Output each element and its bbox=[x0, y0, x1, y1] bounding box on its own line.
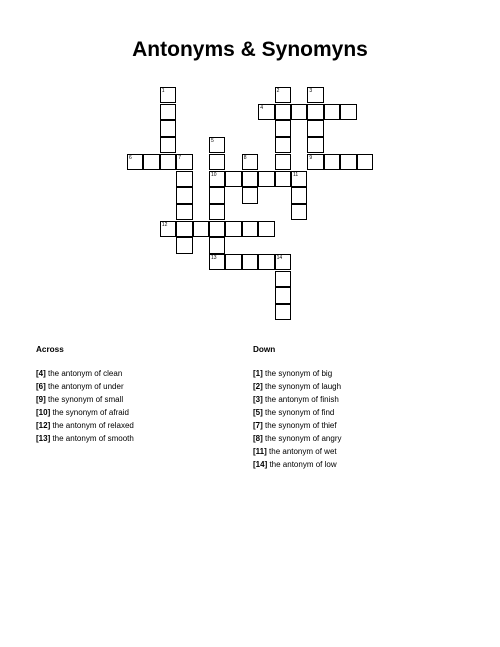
grid-cell[interactable] bbox=[291, 104, 307, 120]
clue-text: the antonym of low bbox=[267, 460, 337, 469]
grid-cell[interactable] bbox=[291, 171, 307, 187]
grid-cell[interactable] bbox=[258, 254, 274, 270]
cell-number: 4 bbox=[260, 104, 263, 111]
cell-number: 14 bbox=[276, 255, 283, 261]
grid-cell[interactable] bbox=[160, 87, 176, 103]
grid-cell[interactable] bbox=[143, 154, 159, 170]
down-clue-list bbox=[253, 367, 342, 471]
clue-number: [10] bbox=[36, 408, 51, 417]
grid-cell[interactable] bbox=[258, 171, 274, 187]
clue-number: [12] bbox=[36, 421, 51, 430]
clue-text: the antonym of finish bbox=[262, 395, 339, 404]
clue-text: the antonym of wet bbox=[266, 447, 337, 456]
cell-number: 9 bbox=[309, 154, 313, 161]
down-heading: Down bbox=[253, 345, 276, 354]
clue-item bbox=[36, 432, 134, 445]
clue-item bbox=[36, 406, 134, 419]
grid-cell[interactable] bbox=[275, 87, 291, 103]
grid-cell[interactable] bbox=[225, 254, 241, 270]
grid-cell[interactable] bbox=[340, 104, 356, 120]
clue-number: [8] bbox=[253, 434, 263, 443]
grid-cell[interactable] bbox=[242, 221, 258, 237]
grid-cell[interactable] bbox=[242, 154, 258, 170]
grid-cell[interactable] bbox=[160, 221, 176, 237]
clue-item bbox=[36, 367, 134, 380]
grid-cell[interactable] bbox=[193, 221, 209, 237]
grid-cell[interactable] bbox=[209, 221, 225, 237]
grid-cell[interactable] bbox=[225, 221, 241, 237]
clue-item bbox=[253, 458, 342, 471]
grid-cell[interactable] bbox=[275, 271, 291, 287]
grid-cell[interactable] bbox=[291, 187, 307, 203]
grid-cell[interactable] bbox=[275, 120, 291, 136]
cell-number: 12 bbox=[161, 221, 168, 228]
grid-cell[interactable] bbox=[209, 204, 225, 220]
clue-text: the synonym of afraid bbox=[50, 408, 129, 417]
grid-cell[interactable] bbox=[307, 87, 323, 103]
clue-item bbox=[36, 380, 134, 393]
grid-cell[interactable] bbox=[209, 137, 225, 153]
grid-cell[interactable] bbox=[209, 254, 225, 270]
grid-cell[interactable] bbox=[176, 171, 192, 187]
clue-item bbox=[253, 406, 342, 419]
page-title: Antonyms & Synomyns bbox=[132, 38, 368, 61]
clue-text: the antonym of relaxed bbox=[50, 421, 134, 430]
cell-number: 11 bbox=[293, 171, 299, 178]
cell-number: 13 bbox=[211, 255, 217, 261]
grid-cell[interactable] bbox=[275, 104, 291, 120]
clue-item bbox=[253, 432, 342, 445]
grid-cell[interactable] bbox=[275, 254, 291, 270]
cell-number: 5 bbox=[211, 138, 214, 145]
clue-number: [4] bbox=[36, 369, 46, 378]
clue-text: the antonym of under bbox=[45, 382, 124, 391]
grid-cell[interactable] bbox=[340, 154, 356, 170]
grid-cell[interactable] bbox=[307, 137, 323, 153]
cell-number: 8 bbox=[243, 154, 247, 161]
grid-cell[interactable] bbox=[176, 204, 192, 220]
grid-cell[interactable] bbox=[209, 171, 225, 187]
clue-item bbox=[36, 419, 134, 432]
clue-item bbox=[253, 367, 342, 380]
grid-cell[interactable] bbox=[324, 104, 340, 120]
across-clues bbox=[36, 345, 134, 445]
grid-cell[interactable] bbox=[225, 171, 241, 187]
grid-cell[interactable] bbox=[209, 154, 225, 170]
across-heading: Across bbox=[36, 345, 64, 354]
cell-number: 10 bbox=[211, 171, 217, 178]
grid-cell[interactable] bbox=[209, 187, 225, 203]
grid-cell[interactable] bbox=[176, 187, 192, 203]
cell-number: 2 bbox=[276, 88, 280, 94]
grid-cell[interactable] bbox=[291, 204, 307, 220]
clue-item bbox=[36, 393, 134, 406]
grid-cell[interactable] bbox=[275, 304, 291, 320]
clue-number: [14] bbox=[253, 460, 268, 469]
grid-cell[interactable] bbox=[160, 137, 176, 153]
clue-text: the synonym of find bbox=[262, 408, 335, 417]
clue-number: [7] bbox=[253, 421, 263, 430]
clue-number: [6] bbox=[36, 382, 46, 391]
across-clue-list bbox=[36, 367, 134, 445]
grid-cell[interactable] bbox=[258, 104, 274, 120]
grid-cell[interactable] bbox=[275, 171, 291, 187]
clue-text: the antonym of clean bbox=[45, 369, 123, 378]
grid-cell[interactable] bbox=[307, 120, 323, 136]
clue-text: the antonym of smooth bbox=[50, 434, 134, 443]
clue-number: [3] bbox=[253, 395, 263, 404]
grid-cell[interactable] bbox=[176, 221, 192, 237]
clue-text: the synonym of angry bbox=[262, 434, 342, 443]
cell-number: 1 bbox=[161, 88, 165, 94]
down-clues bbox=[253, 345, 342, 471]
clue-text: the synonym of small bbox=[45, 395, 124, 404]
crossword-grid bbox=[127, 87, 374, 321]
grid-cell[interactable] bbox=[242, 187, 258, 203]
grid-cell[interactable] bbox=[307, 104, 323, 120]
cell-number: 7 bbox=[178, 154, 181, 161]
clue-text: the synonym of big bbox=[262, 369, 333, 378]
grid-cell[interactable] bbox=[324, 154, 340, 170]
cell-number: 6 bbox=[129, 154, 132, 161]
grid-cell[interactable] bbox=[209, 237, 225, 253]
clue-number: [11] bbox=[253, 447, 267, 456]
clue-item bbox=[253, 393, 342, 406]
grid-cell[interactable] bbox=[127, 154, 143, 170]
grid-cell[interactable] bbox=[258, 221, 274, 237]
grid-cell[interactable] bbox=[307, 154, 323, 170]
clue-item bbox=[253, 445, 342, 458]
grid-cell[interactable] bbox=[275, 154, 291, 170]
clue-text: the synonym of laugh bbox=[262, 382, 342, 391]
grid-cell[interactable] bbox=[176, 237, 192, 253]
clue-number: [2] bbox=[253, 382, 263, 391]
grid-cell[interactable] bbox=[242, 171, 258, 187]
grid-cell[interactable] bbox=[176, 154, 192, 170]
clue-item bbox=[253, 419, 342, 432]
grid-cell[interactable] bbox=[275, 137, 291, 153]
clue-text: the synonym of thief bbox=[262, 421, 337, 430]
clue-number: [9] bbox=[36, 395, 46, 404]
clue-item bbox=[253, 380, 342, 393]
grid-cell[interactable] bbox=[357, 154, 373, 170]
grid-cell[interactable] bbox=[242, 254, 258, 270]
grid-cell[interactable] bbox=[160, 104, 176, 120]
clue-number: [5] bbox=[253, 408, 263, 417]
grid-cell[interactable] bbox=[275, 287, 291, 303]
grid-cell[interactable] bbox=[160, 154, 176, 170]
clue-number: [1] bbox=[253, 369, 263, 378]
cell-number: 3 bbox=[309, 88, 313, 94]
clue-number: [13] bbox=[36, 434, 51, 443]
grid-cell[interactable] bbox=[160, 120, 176, 136]
